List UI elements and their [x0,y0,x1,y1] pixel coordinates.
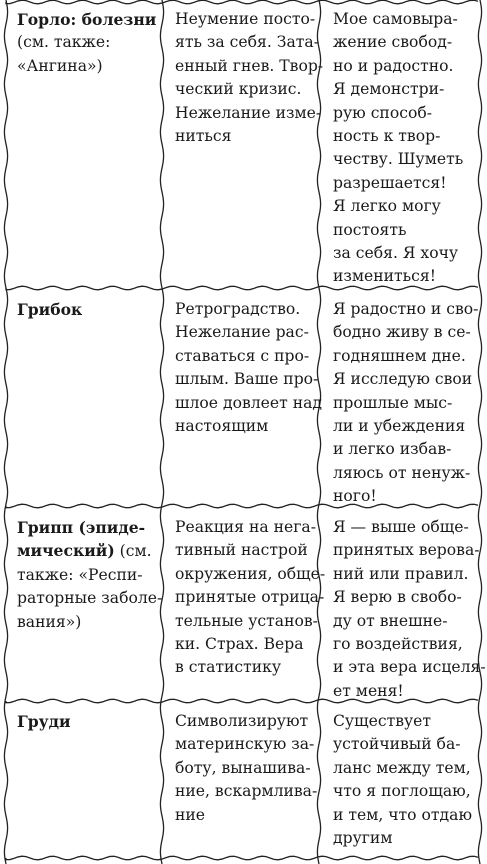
row-1-cause [175,8,324,148]
row-divider [6,856,478,860]
cause-line: Реакция на нега- [175,518,316,536]
cause-line: тивный настрой [175,541,308,560]
row-2-affirmation [333,298,483,509]
affirmation-line: Существует [333,712,432,730]
cause-line: ниться [175,127,232,146]
term-line: Горло: болезни [17,10,157,29]
affirmation-line: Мое самовыра- [333,10,458,28]
affirmation-line: Я радостно и сво- [333,300,479,318]
row-3-affirmation [333,516,486,703]
cause-line: настоящим [175,417,269,436]
term-line [17,539,157,563]
column-divider [317,0,320,864]
cause-line: ние, вскармлива- [175,782,318,801]
affirmation-line: и тем, что отдаю [333,805,473,824]
affirmation-line: ли и убеждения [333,417,466,436]
term-rest: (см. [114,542,152,561]
cause-line: шлым. Ваше про- [175,370,319,389]
affirmation-line: и эта вера исцеля- [333,658,486,677]
row-4-term [17,710,157,733]
affirmation-line: честву. Шуметь [333,150,464,169]
affirmation-line: Я — выше обще- [333,518,469,536]
term-line: Груди [17,712,71,731]
affirmation-line: годняшнем дне. [333,346,466,365]
cause-line: в статистику [175,658,282,677]
affirmation-line: ляюсь от ненуж- [333,463,471,482]
row-1-term [17,8,157,78]
affirmation-line: измениться! [333,267,436,286]
term-line: вания») [17,612,82,631]
affirmation-line: бодно живу в се- [333,323,471,342]
cause-line: тельные установ- [175,611,318,630]
affirmation-line: Я верю в свобо- [333,588,462,607]
cause-line: Ретроградство. [175,300,301,318]
cause-line: ческий кризис. [175,80,302,99]
cause-line: енный гнев. Твор- [175,56,324,75]
term-bold-part: мический) [17,541,115,561]
cause-line: Нежелание изме- [175,103,322,122]
cause-line: материнскую за- [175,735,315,754]
affirmation-line: устойчивый ба- [333,735,461,754]
affirmation-line: Я исследую свои [333,370,473,389]
row-2-term [17,298,157,321]
affirmation-line: го воздействия, [333,635,463,654]
cause-line: Неумение посто- [175,10,316,28]
affirmation-line: прошлые мыс- [333,393,453,412]
affirmation-line: и легко избав- [333,440,452,459]
term-line: (см. также: [17,33,111,52]
affirmation-line: другим [333,829,393,848]
term-line: «Ангина») [17,56,103,75]
affirmation-line: Я демонстри- [333,80,445,99]
cause-line: принятые отрица- [175,588,325,607]
cause-line: Символизируют [175,712,309,730]
affirmation-line: Я легко могу [333,197,441,216]
row-2-cause [175,298,322,438]
affirmation-line: ет меня! [333,681,404,700]
cause-line: окружения, обще- [175,564,326,583]
affirmation-line: принятых верова- [333,541,480,560]
row-3-term [17,516,163,634]
column-divider [160,0,163,864]
row-divider [6,0,478,4]
affirmation-line: разрешается! [333,173,447,192]
term-line: также: «Респи- [17,565,143,584]
cause-line: ние [175,805,206,824]
affirmation-line: но и радостно. [333,56,454,75]
affirmation-line: постоять [333,220,407,239]
cause-line: ять за себя. Зата- [175,33,319,52]
term-line: Грибок [17,300,83,319]
cause-line: ставаться с про- [175,346,310,365]
term-line: Грипп (эпиде- [17,518,146,537]
affirmation-line: что я поглощаю, [333,782,471,801]
affirmation-line: ду от внешне- [333,611,448,630]
cause-line: боту, вынашива- [175,758,311,777]
affirmation-line: ность к твор- [333,127,441,146]
term-line: раторные заболе- [17,589,163,608]
column-divider [4,0,7,864]
affirmation-line: ланс между тем, [333,758,471,777]
cause-line: ки. Страх. Вера [175,635,304,654]
cause-line: шлое довлеет над [175,393,322,412]
row-4-affirmation [333,710,483,850]
row-4-cause [175,710,318,827]
affirmation-line: жение свобод- [333,33,453,52]
affirmation-line: ного! [333,487,377,506]
row-3-cause [175,516,326,680]
affirmation-line: ний или правил. [333,564,469,583]
cause-line: Нежелание рас- [175,323,309,342]
row-1-affirmation [333,8,483,289]
affirmation-line: рую способ- [333,103,432,122]
affirmation-line: за себя. Я хочу [333,244,459,263]
